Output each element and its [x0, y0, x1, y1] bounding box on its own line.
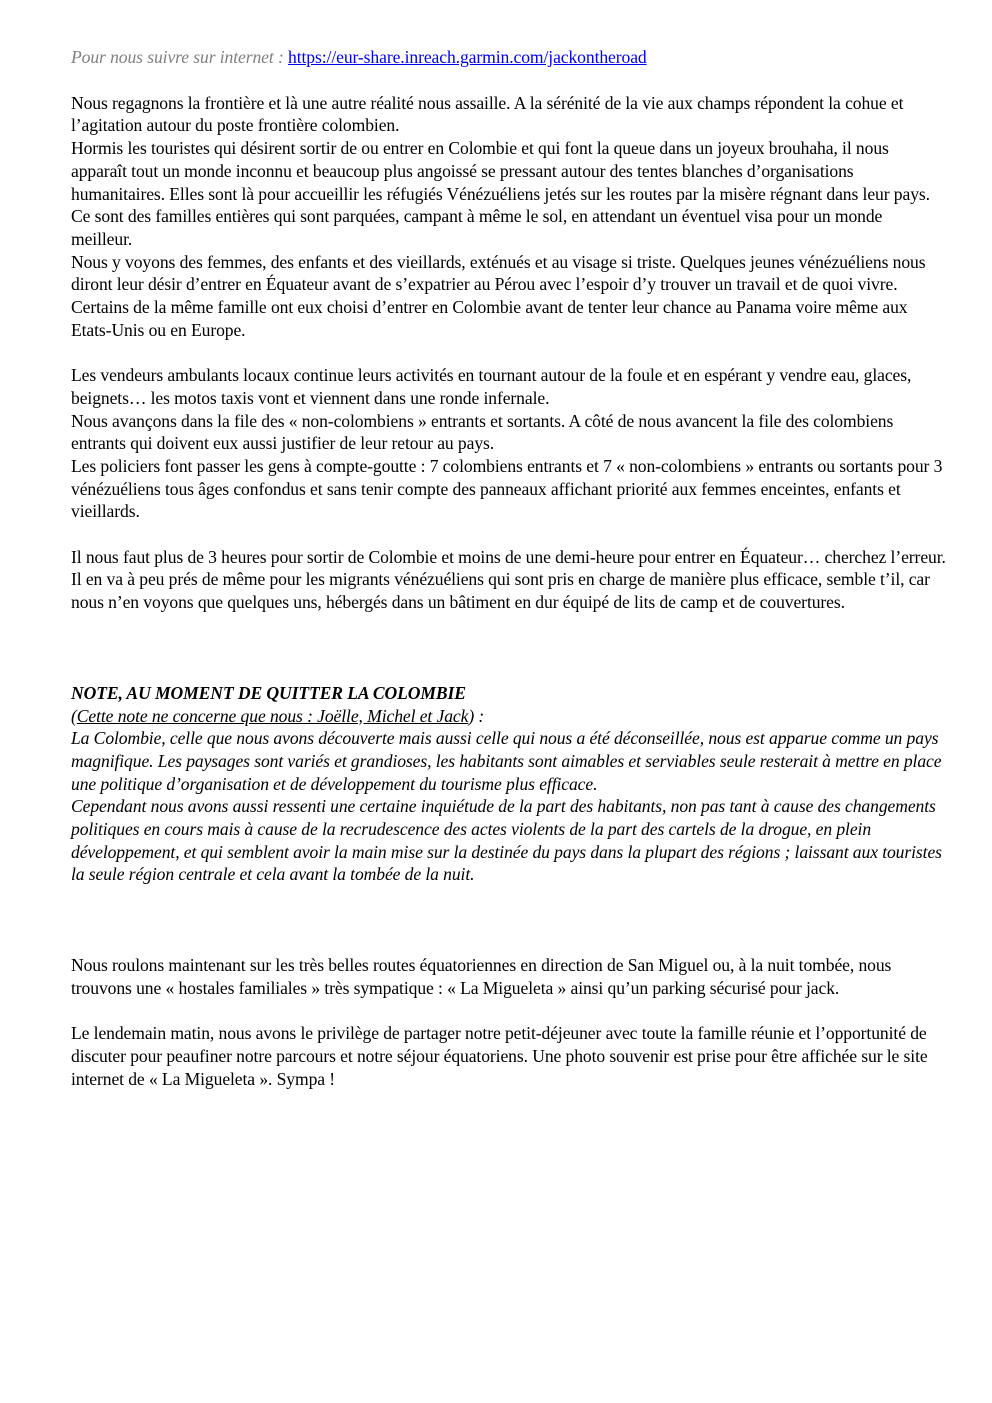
- paragraph-line: Nous y voyons des femmes, des enfants et des vieillards, exténués et au visage si triste. Quelques jeunes vénézuéliens nous diront leur désir d’entrer en Équateur avant de s’expatrier au Pérou avec l’espoir d’y trouver un travail et de quoi vivre. Certains de la même famille ont eux choisi d’entrer en Colombie avant de tenter leur chance au Panama voire même aux Etats-Unis ou en Europe.: [71, 251, 926, 340]
- tracking-link[interactable]: https://eur-share.inreach.garmin.com/jackontheroad: [288, 47, 647, 67]
- paragraph-line: Hormis les touristes qui désirent sortir de ou entrer en Colombie et qui font la queue dans un joyeux brouhaha, il nous apparaît tout un monde inconnu et beaucoup plus angoissé se pressant autour des tentes blanches d’organisations humanitaires. Elles sont là pour accueillir les réfugiés Vénézuéliens jetés sur les routes par la misère régnant dans leur pays. Ce sont des familles entières qui sont parquées, campant à même le sol, en attendant un éventuel visa pour un monde meilleur.: [71, 138, 930, 249]
- note-section: [71, 682, 946, 886]
- paragraph-border-crossing: [71, 92, 946, 342]
- follow-us-line: [71, 46, 946, 69]
- note-line: La Colombie, celle que nous avons découverte mais aussi celle qui nous a été déconseillée, nous est apparue comme un pays magnifique. Les paysages sont variés et grandioses, les habitants sont aimables et serviables seule resterait à mettre en place une politique d’organisation et de développement du tourisme plus efficace.: [71, 728, 942, 794]
- follow-us-label: Pour nous suivre sur internet :: [71, 47, 289, 67]
- spacer: [71, 614, 946, 682]
- note-subtitle: [71, 705, 946, 728]
- note-title: NOTE, AU MOMENT DE QUITTER LA COLOMBIE: [71, 682, 466, 703]
- paragraph-waiting-time: Il nous faut plus de 3 heures pour sortir de Colombie et moins de une demi-heure pour entrer en Équateur… cherchez l’erreur. Il en va à peu prés de même pour les migrants vénézuéliens qui sont pris en charge de manière plus efficace, semble t’il, car nous n’en voyons que quelques uns, hébergés dans un bâtiment en dur équipé de lits de camp et de couvertures.: [71, 546, 946, 613]
- note-subtitle-close: ) :: [468, 705, 485, 726]
- spacer: [71, 886, 946, 954]
- paragraph-vendors-queue: [71, 364, 946, 523]
- paragraph-line: Les policiers font passer les gens à compte-goutte : 7 colombiens entrants et 7 « non-colombiens » entrants ou sortants pour 3 vénézuéliens tous âges confondus et sans tenir compte des panneaux affichant priorité aux femmes enceintes, enfants et vieillards.: [71, 455, 943, 522]
- paragraph-line: Nous regagnons la frontière et là une autre réalité nous assaille. A la sérénité de la vie aux champs répondent la cohue et l’agitation autour du poste frontière colombien.: [71, 92, 904, 136]
- note-subtitle-underlined: Cette note ne concerne que nous : Joëlle, Michel et Jack: [76, 705, 469, 726]
- paragraph-breakfast: Le lendemain matin, nous avons le privilège de partager notre petit-déjeuner avec toute la famille réunie et l’opportunité de discuter pour peaufiner notre parcours et notre séjour équatoriens. Une photo souvenir est prise pour être affichée sur le site internet de « La Migueleta ». Sympa !: [71, 1023, 928, 1089]
- note-line: Cependant nous avons aussi ressenti une certaine inquiétude de la part des habitants, non pas tant à cause des changements politiques en cours mais à cause de la recrudescence des actes violents de la part des cartels de la drogue, en plein développement, et qui semblent avoir la main mise sur la destinée du pays dans la plupart des régions ; laissant aux touristes la seule région centrale et cela avant la tombée de la nuit.: [71, 796, 942, 885]
- document-page: [71, 46, 946, 1090]
- paragraph-line: Nous avançons dans la file des « non-colombiens » entrants et sortants. A côté de nous avancent la file des colombiens entrants qui doivent eux aussi justifier de leur retour au pays.: [71, 410, 894, 454]
- paragraph-san-miguel: Nous roulons maintenant sur les très belles routes équatoriennes en direction de San Miguel ou, à la nuit tombée, nous trouvons une « hostales familiales » très sympatique : « La Migueleta » ainsi qu’un parking sécurisé pour jack.: [71, 955, 892, 998]
- note-subtitle-open: (: [71, 705, 77, 726]
- paragraph-line: Les vendeurs ambulants locaux continue leurs activités en tournant autour de la foule et en espérant y vendre eau, glaces, beignets… les motos taxis vont et viennent dans une ronde infernale.: [71, 365, 912, 408]
